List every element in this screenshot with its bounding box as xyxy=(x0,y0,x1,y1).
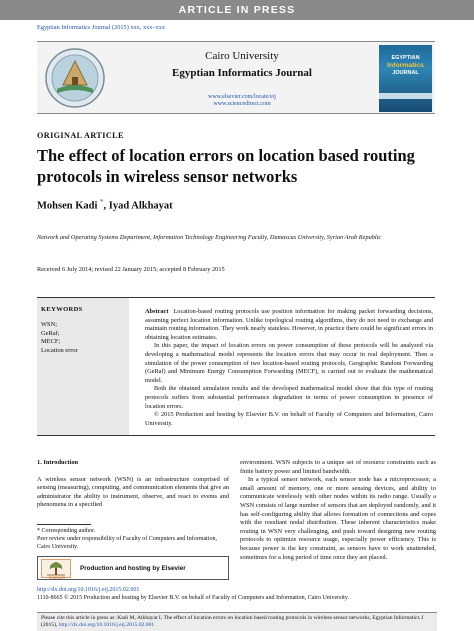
journal-url-sciencedirect[interactable]: www.sciencedirect.com xyxy=(213,101,271,107)
footnotes xyxy=(37,527,229,551)
introduction-text: A wireless sensor network (WSN) is an infrastructure comprised of sensing (measuring), computing, and communication elements that give an administrator the ability to instrument, observe, and react to events and phenomena in a specified xyxy=(37,475,229,509)
received-dates: Received 6 July 2014; revised 22 January 2015; accepted 8 February 2015 xyxy=(37,266,225,273)
author-name: Iyad Alkhayat xyxy=(108,200,173,212)
journal-reference[interactable]: Egyptian Informatics Journal (2015) xxx, xxx–xxx xyxy=(37,24,166,31)
keywords-heading: KEYWORDS xyxy=(41,306,83,313)
journal-url-elsevier[interactable]: www.elsevier.com/locate/eij xyxy=(208,94,276,100)
keyword-item: WSN; xyxy=(41,321,57,328)
corresponding-author-mark[interactable]: * xyxy=(100,198,104,206)
keyword-item: MECF; xyxy=(41,338,61,345)
abstract-label: Abstract xyxy=(145,308,169,315)
abstract-text xyxy=(145,308,433,428)
article-type: ORIGINAL ARTICLE xyxy=(37,131,124,140)
cover-line-2: Informatics xyxy=(387,62,424,69)
keywords-panel xyxy=(37,298,129,435)
journal-header xyxy=(37,41,435,114)
abstract-paragraph: In this paper, the impact of location errors on power consumption of these protocols will be analyzed via developing a mathematical model represents the location errors that may occur in real deployment. Then a simulation of the power consumption of two location-based routing protocols, Geographic Random Forwarding (GeRaf) and Minimum Energy Consumption Forwarding (MECF), is carried out to evaluate the mathematical model. xyxy=(145,342,433,384)
left-column xyxy=(37,459,229,510)
citation-notice xyxy=(37,612,437,631)
cover-line-3: JOURNAL xyxy=(392,70,419,76)
affiliation: Network and Operating Systems Department, Information Technology Engineering Faculty, Damascus University, Syrian Arab Republic xyxy=(37,234,382,241)
article-title: The effect of location errors on location based routing protocols in wireless sensor networks xyxy=(37,146,415,186)
abstract-box xyxy=(37,297,435,436)
cover-band xyxy=(379,93,432,99)
elsevier-wordmark: ELSEVIER xyxy=(48,576,66,580)
body-paragraph: environment. WSN subjects to a unique set of resource constraints such as finite battery power and limited bandwidth. xyxy=(240,459,436,475)
cairo-university-logo xyxy=(43,47,107,109)
abstract-paragraph: Both the obtained simulation results and the developed mathematical model show that this type of routing protocols suffers from substantial performance degradation in terms of power consumption in presence of location errors. xyxy=(145,385,433,410)
author-separator: , xyxy=(103,200,107,212)
peer-review-note: Peer review under responsibility of Faculty of Computers and Information, Cairo University. xyxy=(37,536,217,550)
introduction-heading: 1. Introduction xyxy=(37,459,79,466)
abstract-copyright: © 2015 Production and hosting by Elsevier B.V. on behalf of Faculty of Computers and Information, Cairo University. xyxy=(145,411,433,427)
corresponding-author-note: * Corresponding author. xyxy=(37,528,96,534)
footnote-rule xyxy=(37,524,91,525)
citation-doi-link[interactable]: http://dx.doi.org/10.1016/j.eij.2015.02.001 xyxy=(58,622,155,628)
abstract-paragraph xyxy=(145,308,433,342)
elsevier-hosting-text: Production and hosting by Elsevier xyxy=(80,565,186,572)
right-column xyxy=(240,459,436,562)
issn-line: 1110-8665 © 2015 Production and hosting by Elsevier B.V. on behalf of Faculty of Computers and Information, Cairo University. xyxy=(37,595,349,601)
article-in-press-banner: ARTICLE IN PRESS xyxy=(0,0,474,20)
abstract-p1: Location-based routing protocols use position information for making packet forwarding decisions, assuming perfect location information. Unlike topological routing algorithms, they do not need to exchange and maintain routing information. They work nearly stateless. However, in practice there could be significant errors in obtaining location estimates. xyxy=(145,308,433,341)
author-name: Mohsen Kadi xyxy=(37,200,98,212)
doi-link[interactable]: http://dx.doi.org/10.1016/j.eij.2015.02.001 xyxy=(37,587,140,593)
keyword-item: GeRaf; xyxy=(41,329,60,337)
cover-line-1: EGYPTIAN xyxy=(391,55,420,61)
citation-text: Please cite this article in press as: Kadi M, Alkhayat I, The effect of location errors on location based routing protocols in wireless sensor networks, Egyptian Informatics J (2015), xyxy=(41,615,424,628)
journal-name: Egyptian Informatics Journal xyxy=(172,67,312,79)
author-list xyxy=(37,198,173,212)
journal-cover-image xyxy=(379,45,432,112)
body-paragraph: In a typical sensor network, each sensor node has a microprocessor, a small amount of memory, one or more sensing devices, and ability to communicate wirelessly with other nodes within its radio range. Usually a WSN consists of large number of sensors that are deployed randomly, and it has self-configuring ability that allows formation of connections and copes with the resultant nodal distribution. These inherent characteristics make routing in WSN very challenging, and push toward designing new routing protocols to optimize resource usage, especially power efficiency. This is because power is the key constraint, as sensors have to work unattended, sometimes for a long period of time once they are placed. xyxy=(240,476,436,561)
university-name: Cairo University xyxy=(205,50,279,62)
elsevier-hosting-box xyxy=(37,556,229,580)
keyword-item: Location error xyxy=(41,346,78,354)
